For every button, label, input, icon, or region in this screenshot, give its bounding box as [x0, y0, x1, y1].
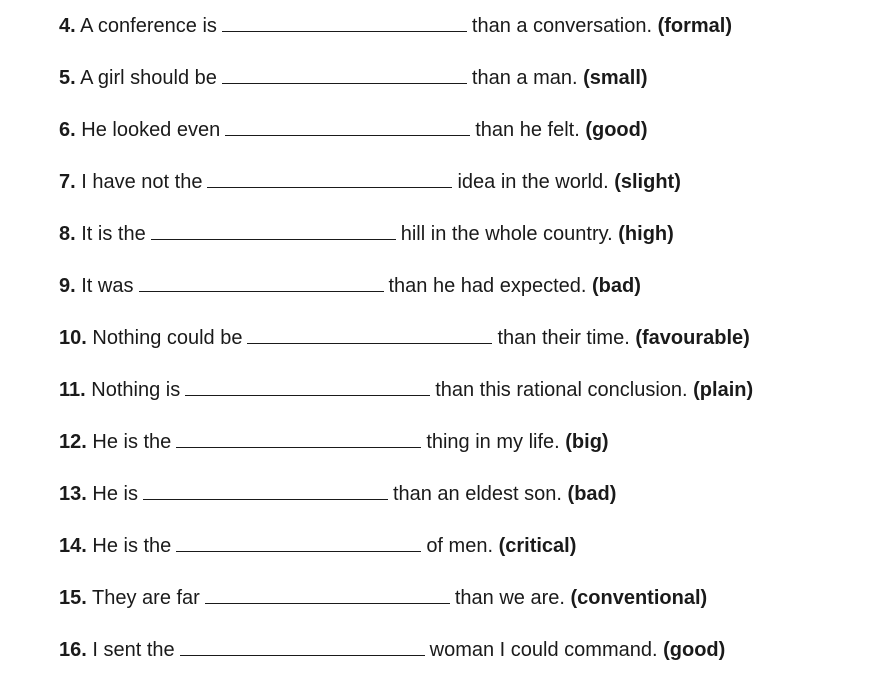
item-text-before: They are far	[92, 587, 200, 609]
item-hint: (high)	[618, 223, 674, 245]
exercise-item-11	[59, 375, 859, 427]
exercise-item-4	[59, 11, 859, 63]
item-text-after: than we are.	[454, 587, 565, 609]
exercise-item-12	[59, 427, 859, 479]
item-hint: (good)	[663, 639, 726, 661]
item-text-before: Nothing is	[91, 379, 181, 401]
exercise-item-7	[59, 167, 859, 219]
item-hint: (bad)	[567, 483, 617, 505]
item-text-after: of men.	[426, 535, 494, 557]
item-number: 12.	[59, 431, 87, 453]
item-hint: (small)	[583, 67, 648, 89]
worksheet	[59, 11, 859, 687]
exercise-item-5	[59, 63, 859, 115]
item-number: 11.	[59, 379, 86, 401]
exercise-item-9	[59, 271, 859, 323]
item-number: 6.	[59, 119, 76, 141]
exercise-item-16	[59, 635, 859, 687]
item-hint: (favourable)	[635, 327, 750, 349]
item-text-before: I have not the	[81, 171, 203, 193]
item-text-after: than he felt.	[475, 119, 580, 141]
answer-blank[interactable]	[143, 479, 388, 500]
item-hint: (big)	[565, 431, 609, 453]
exercise-item-8	[59, 219, 859, 271]
item-text-after: thing in my life.	[426, 431, 560, 453]
item-text-before: He is the	[92, 535, 172, 557]
item-hint: (bad)	[592, 275, 641, 297]
item-number: 13.	[59, 483, 87, 505]
answer-blank[interactable]	[222, 11, 467, 32]
item-text-before: Nothing could be	[92, 327, 243, 349]
answer-blank[interactable]	[225, 115, 470, 136]
item-hint: (critical)	[498, 535, 577, 557]
item-text-after: woman I could command.	[429, 639, 658, 661]
answer-blank[interactable]	[176, 531, 421, 552]
item-hint: (plain)	[693, 379, 754, 401]
item-number: 14.	[59, 535, 87, 557]
item-text-after: than he had expected.	[388, 275, 587, 297]
answer-blank[interactable]	[222, 63, 467, 84]
item-text-before: He looked even	[81, 119, 221, 141]
item-number: 16.	[59, 639, 87, 661]
item-text-before: It was	[81, 275, 134, 297]
answer-blank[interactable]	[247, 323, 492, 344]
item-number: 15.	[59, 587, 87, 609]
answer-blank[interactable]	[180, 635, 425, 656]
item-number: 4.	[59, 15, 76, 37]
answer-blank[interactable]	[185, 375, 430, 396]
item-number: 9.	[59, 275, 76, 297]
item-text-after: than a man.	[471, 67, 578, 89]
item-hint: (slight)	[614, 171, 681, 193]
answer-blank[interactable]	[205, 583, 450, 604]
answer-blank[interactable]	[176, 427, 421, 448]
item-text-before: I sent the	[92, 639, 175, 661]
item-number: 5.	[59, 67, 76, 89]
item-text-before: It is the	[81, 223, 146, 245]
exercise-item-15	[59, 583, 859, 635]
item-number: 10.	[59, 327, 87, 349]
item-text-after: than this rational conclusion.	[435, 379, 688, 401]
item-text-after: than their time.	[497, 327, 630, 349]
item-text-after: hill in the whole country.	[400, 223, 613, 245]
item-text-before: He is	[92, 483, 138, 505]
item-text-after: than a conversation.	[471, 15, 653, 37]
item-text-before: A girl should be	[80, 67, 217, 89]
answer-blank[interactable]	[207, 167, 452, 188]
answer-blank[interactable]	[139, 271, 384, 292]
answer-blank[interactable]	[151, 219, 396, 240]
exercise-item-13	[59, 479, 859, 531]
exercise-item-6	[59, 115, 859, 167]
item-text-before: He is the	[92, 431, 172, 453]
item-number: 7.	[59, 171, 76, 193]
item-text-before: A conference is	[80, 15, 217, 37]
item-text-after: than an eldest son.	[392, 483, 562, 505]
item-hint: (good)	[585, 119, 648, 141]
item-number: 8.	[59, 223, 76, 245]
item-hint: (formal)	[657, 15, 733, 37]
exercise-item-10	[59, 323, 859, 375]
item-hint: (conventional)	[570, 587, 708, 609]
item-text-after: idea in the world.	[457, 171, 609, 193]
exercise-item-14	[59, 531, 859, 583]
